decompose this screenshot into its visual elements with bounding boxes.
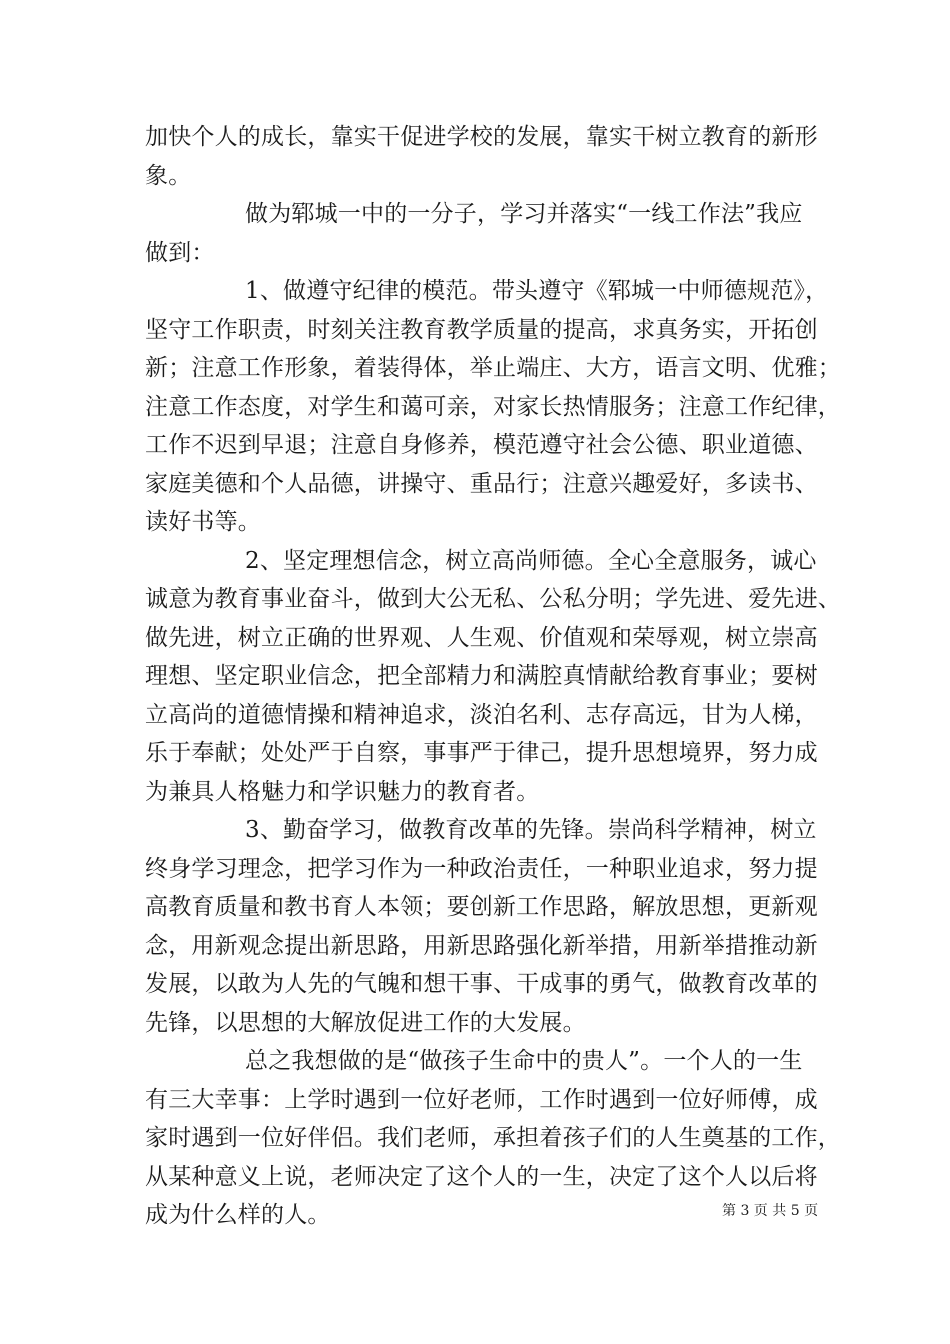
paragraph-first-line: 做为郓城一中的一分子，学习并落实“一线工作法”我应	[245, 201, 803, 227]
text-line: 加快个人的成长，靠实干促进学校的发展，靠实干树立教育的新形	[145, 124, 818, 150]
text-line: 做到：	[145, 239, 215, 266]
text-line: 终身学习理念，把学习作为一种政治责任，一种职业追求，努力提	[145, 855, 818, 882]
text-line: 发展，以敢为人先的气魄和想干事、干成事的勇气，做教育改革的	[145, 971, 818, 997]
page-number: 第 3 页 共 5 页	[722, 1203, 819, 1219]
text-line: 有三大幸事：上学时遇到一位好老师，工作时遇到一位好师傅，成	[145, 1086, 818, 1113]
text-line: 工作不迟到早退；注意自身修养，模范遵守社会公德、职业道德、	[145, 432, 818, 458]
text-line: 家时遇到一位好伴侣。我们老师，承担着孩子们的人生奠基的工作，	[145, 1125, 841, 1151]
text-line: 诚意为教育事业奋斗，做到大公无私、公私分明；学先进、爱先进、	[145, 586, 841, 612]
text-line: 象。	[145, 162, 192, 189]
text-line: 读好书等。	[145, 509, 261, 535]
paragraph-first-line: 3、勤奋学习，做教育改革的先锋。崇尚科学精神，树立	[245, 817, 817, 843]
text-line: 注意工作态度，对学生和蔼可亲，对家长热情服务；注意工作纪律，	[145, 393, 841, 420]
text-line: 成为什么样的人。	[145, 1202, 331, 1228]
paragraph-first-line: 2、坚定理想信念，树立高尚师德。全心全意服务，诚心	[245, 547, 817, 574]
text-line: 新；注意工作形象，着装得体，举止端庄、大方，语言文明、优雅；	[145, 355, 841, 381]
text-line: 先锋，以思想的大解放促进工作的大发展。	[145, 1009, 586, 1036]
paragraph-first-line: 总之我想做的是“做孩子生命中的贵人”。一个人的一生	[245, 1048, 803, 1074]
text-line: 念，用新观念提出新思路，用新思路强化新举措，用新举措推动新	[145, 932, 818, 959]
paragraph-first-line: 1、做遵守纪律的模范。带头遵守《郓城一中师德规范》，	[245, 278, 829, 304]
text-line: 做先进，树立正确的世界观、人生观、价值观和荣辱观，树立崇高	[145, 624, 818, 651]
text-line: 坚守工作职责，时刻关注教育教学质量的提高，求真务实，开拓创	[145, 316, 818, 343]
text-line: 乐于奉献；处处严于自察，事事严于律己，提升思想境界，努力成	[145, 740, 818, 766]
text-line: 家庭美德和个人品德，讲操守、重品行；注意兴趣爱好，多读书、	[145, 470, 818, 497]
text-line: 立高尚的道德情操和精神追求，淡泊名利、志存高远，甘为人梯，	[145, 701, 818, 728]
document-body	[145, 118, 841, 1235]
text-line: 从某种意义上说，老师决定了这个人的一生，决定了这个人以后将	[145, 1163, 818, 1190]
text-line: 为兼具人格魅力和学识魅力的教育者。	[145, 778, 540, 805]
text-line: 理想、坚定职业信念，把全部精力和满腔真情献给教育事业；要树	[145, 663, 818, 689]
text-line: 高教育质量和教书育人本领；要创新工作思路，解放思想，更新观	[145, 894, 818, 920]
